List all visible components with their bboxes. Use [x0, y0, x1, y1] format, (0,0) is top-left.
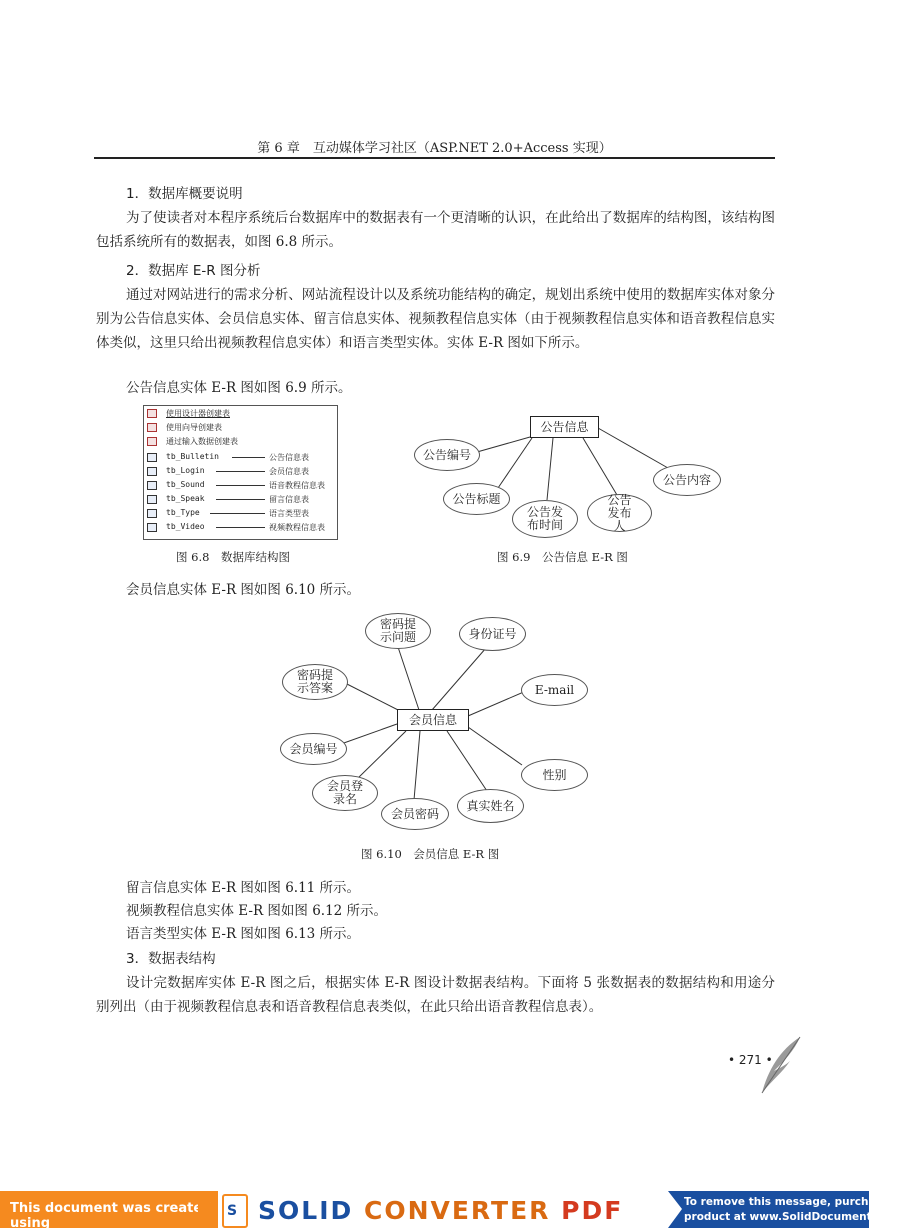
lang-er-line: 语言类型实体 E-R 图如图 6.13 所示。: [126, 926, 361, 942]
attr-ellipse: E-mail: [521, 674, 588, 706]
attr-ellipse: 身份证号: [459, 617, 526, 651]
section-2-paragraph: 通过对网站进行的需求分析、网站流程设计以及系统功能结构的确定，规划出系统中使用的数据库实体对象分别为公告信息实体、会员信息实体、留言信息实体、视频教程信息实体（由于视频教程信息实体和语音教程信息实体类似，这里只给出视频教程信息实体）和语言类型实体。实体 E-R 图如下所示。: [96, 287, 775, 351]
attr-ellipse: 真实姓名: [457, 789, 524, 823]
member-entity-box: 会员信息: [397, 709, 469, 731]
running-header: 第 6 章 互动媒体学习社区（ASP.NET 2.0+Access 实现）: [257, 141, 612, 156]
banner-arrow-icon: [198, 1191, 218, 1228]
feather-icon: [760, 1035, 805, 1095]
section-3-paragraph: 设计完数据库实体 E-R 图之后，根据实体 E-R 图设计数据表结构。下面将 5 张数据表的数据结构和用途分别列出（由于视频教程信息表和语音教程信息表类似，在此只给出语音教程信息表）。: [96, 975, 775, 1015]
attr-ellipse: 公告标题: [443, 483, 510, 515]
section-1-title: 1．数据库概要说明: [126, 186, 243, 202]
attr-ellipse: 公告发布时间: [512, 500, 578, 538]
figure-6-9-caption: 图 6.9 公告信息 E-R 图: [497, 550, 628, 564]
section-1-paragraph: 为了使读者对本程序系统后台数据库中的数据表有一个更清晰的认识，在此给出了数据库的结构图，该结构图包括系统所有的数据表，如图 6.8 所示。: [96, 210, 775, 250]
brand-wordmark: SOLID CONVERTER PDF: [258, 1196, 624, 1225]
attr-ellipse: 性别: [521, 759, 588, 791]
section-2-title: 2．数据库 E-R 图分析: [126, 263, 261, 279]
converter-banner: [0, 1191, 912, 1231]
banner-left: [0, 1191, 218, 1231]
banner-left-text: This document was created using: [10, 1201, 212, 1231]
attr-ellipse: 密码提示问题: [365, 613, 431, 649]
notice-er-intro: 公告信息实体 E-R 图如图 6.9 所示。: [126, 380, 352, 396]
attr-ellipse: 会员密码: [381, 798, 449, 830]
attr-ellipse: 公告编号: [414, 439, 480, 471]
video-er-line: 视频教程信息实体 E-R 图如图 6.12 所示。: [126, 903, 388, 919]
db-structure-figure: 使用设计器创建表 使用向导创建表 通过输入数据创建表 tb_Bulletin 公告信息表 tb_Login 会员信息表 tb_Sound 语音教程信息表 tb_Speak 留言信息表 tb_Type 语言类型表 tb_Video 视频教程信息表: [143, 405, 338, 540]
figure-6-8-caption: 图 6.8 数据库结构图: [176, 550, 290, 564]
notice-entity-box: 公告信息: [530, 416, 599, 438]
figure-6-10-caption: 图 6.10 会员信息 E-R 图: [361, 847, 500, 861]
page-number: • 271 •: [728, 1053, 773, 1067]
banner-notch-icon: [668, 1191, 682, 1228]
attr-ellipse: 密码提示答案: [282, 664, 348, 700]
member-er-intro: 会员信息实体 E-R 图如图 6.10 所示。: [126, 582, 361, 598]
attr-ellipse: 会员登录名: [312, 775, 378, 811]
section-3-title: 3．数据表结构: [126, 951, 216, 967]
attr-ellipse: 会员编号: [280, 733, 347, 765]
banner-right-line2: product at www.SolidDocuments.com: [684, 1211, 907, 1223]
purchase-link[interactable]: [668, 1191, 912, 1228]
attr-ellipse: 公告内容: [653, 464, 721, 496]
banner-right-line1: To remove this message, purchase the: [684, 1196, 912, 1208]
solid-logo-icon: S: [222, 1194, 248, 1228]
msg-er-line: 留言信息实体 E-R 图如图 6.11 所示。: [126, 880, 361, 896]
attr-ellipse: 公告发布人: [587, 494, 652, 532]
